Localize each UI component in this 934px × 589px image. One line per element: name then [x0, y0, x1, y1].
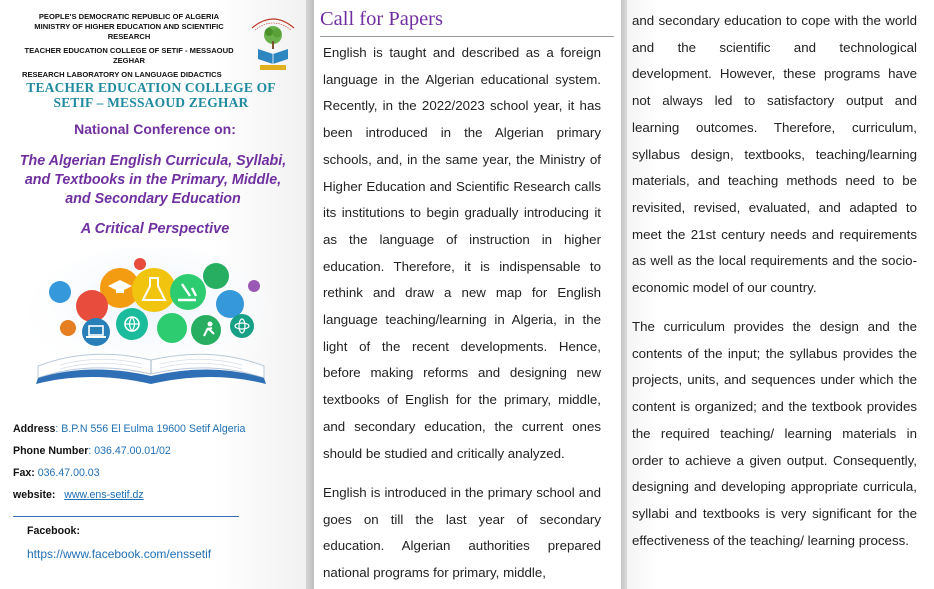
paragraph-primary-school: English is introduced in the primary school and goes on till the last year of secondary education. Algerian authorities prepared national programs for primary, middle,	[323, 485, 601, 581]
education-book-illustration	[20, 248, 282, 396]
call-for-papers-title: Call for Papers	[320, 8, 443, 30]
title-underline	[320, 36, 614, 37]
header-laboratory: RESEARCH LABORATORY ON LANGUAGE DIDACTICS	[22, 70, 222, 79]
website-line	[13, 489, 144, 501]
paragraph-continuation: and secondary education to cope with the world and the scientific and technological development. However, these programs have not always led to satisfactory output and learning outcomes. Therefore, curriculum, syllabus design, textbooks, teaching/learning materials, and teaching methods need to be revisited, revised, evaluated, and adapted to meet the 21st century needs and requirements as well as the local requirements and the socio-economic model of our country.	[632, 13, 917, 296]
facebook-label: Facebook:	[27, 525, 80, 537]
address-label: Address	[13, 423, 56, 435]
fax-value: 036.47.00.03	[34, 467, 100, 479]
phone-line	[13, 445, 171, 457]
conference-subtitle: A Critical Perspective	[80, 221, 230, 237]
header-ministry: MINISTRY OF HIGHER EDUCATION AND SCIENTIFIC RESEARCH	[34, 22, 224, 41]
fax-label: Fax:	[13, 467, 35, 479]
address-line	[13, 423, 245, 435]
page-fold-left	[306, 0, 314, 589]
college-name: TEACHER EDUCATION COLLEGE OF SETIF – MESSAOUD ZEGHAR	[26, 80, 276, 110]
left-panel	[0, 0, 306, 589]
fax-line	[13, 467, 100, 479]
contact-divider	[13, 516, 239, 517]
header-republic: PEOPLE'S DEMOCRATIC REPUBLIC OF ALGERIA	[38, 12, 220, 21]
address-value: : B.P.N 556 El Eulma 19600 Setif Algeria	[55, 423, 246, 435]
ens-logo-icon	[244, 8, 302, 72]
conference-title: The Algerian English Curricula, Syllabi, and Textbooks in the Primary, Middle, and Secondary Education	[19, 153, 287, 207]
website-link[interactable]: www.ens-setif.dz	[64, 489, 144, 501]
paragraph-curriculum: The curriculum provides the design and the contents of the input; the syllabus provides the projects, units, and sequences under which the content is organized; and the textbook provides the required teaching/ learning materials in order to achieve a given output. Consequently, designing and developing appropriate curricula, syllabi and textbooks is very significant for the effectiveness of the teaching/ learning process.	[632, 319, 917, 548]
phone-label: Phone Number	[13, 445, 89, 457]
conference-label: National Conference on:	[74, 121, 236, 137]
paragraph-intro: English is taught and described as a foreign language in the Algerian educational system. Recently, in the 2022/2023 school year, it has been introduced in the Algerian primary schools, and, in the same year, the Ministry of Higher Education and Scientific Research calls its institutions to begin gradually introducing it as the language of instruction in higher education. Therefore, it is indispensable to rethink and draw a new map for English language teaching/learning in Algeria, in the light of the recent developments. Hence, before making reforms and designing new textbooks of English for the primary, middle, and secondary education, the current ones should be studied and critically analyzed.	[323, 45, 601, 461]
facebook-link[interactable]: https://www.facebook.com/enssetif	[27, 547, 212, 561]
website-label: website:	[13, 489, 56, 501]
middle-panel	[314, 0, 621, 589]
phone-value: : 036.47.00.01/02	[88, 445, 171, 457]
right-panel	[627, 0, 934, 589]
header-college: TEACHER EDUCATION COLLEGE OF SETIF - MESSAOUD ZEGHAR	[24, 46, 234, 65]
